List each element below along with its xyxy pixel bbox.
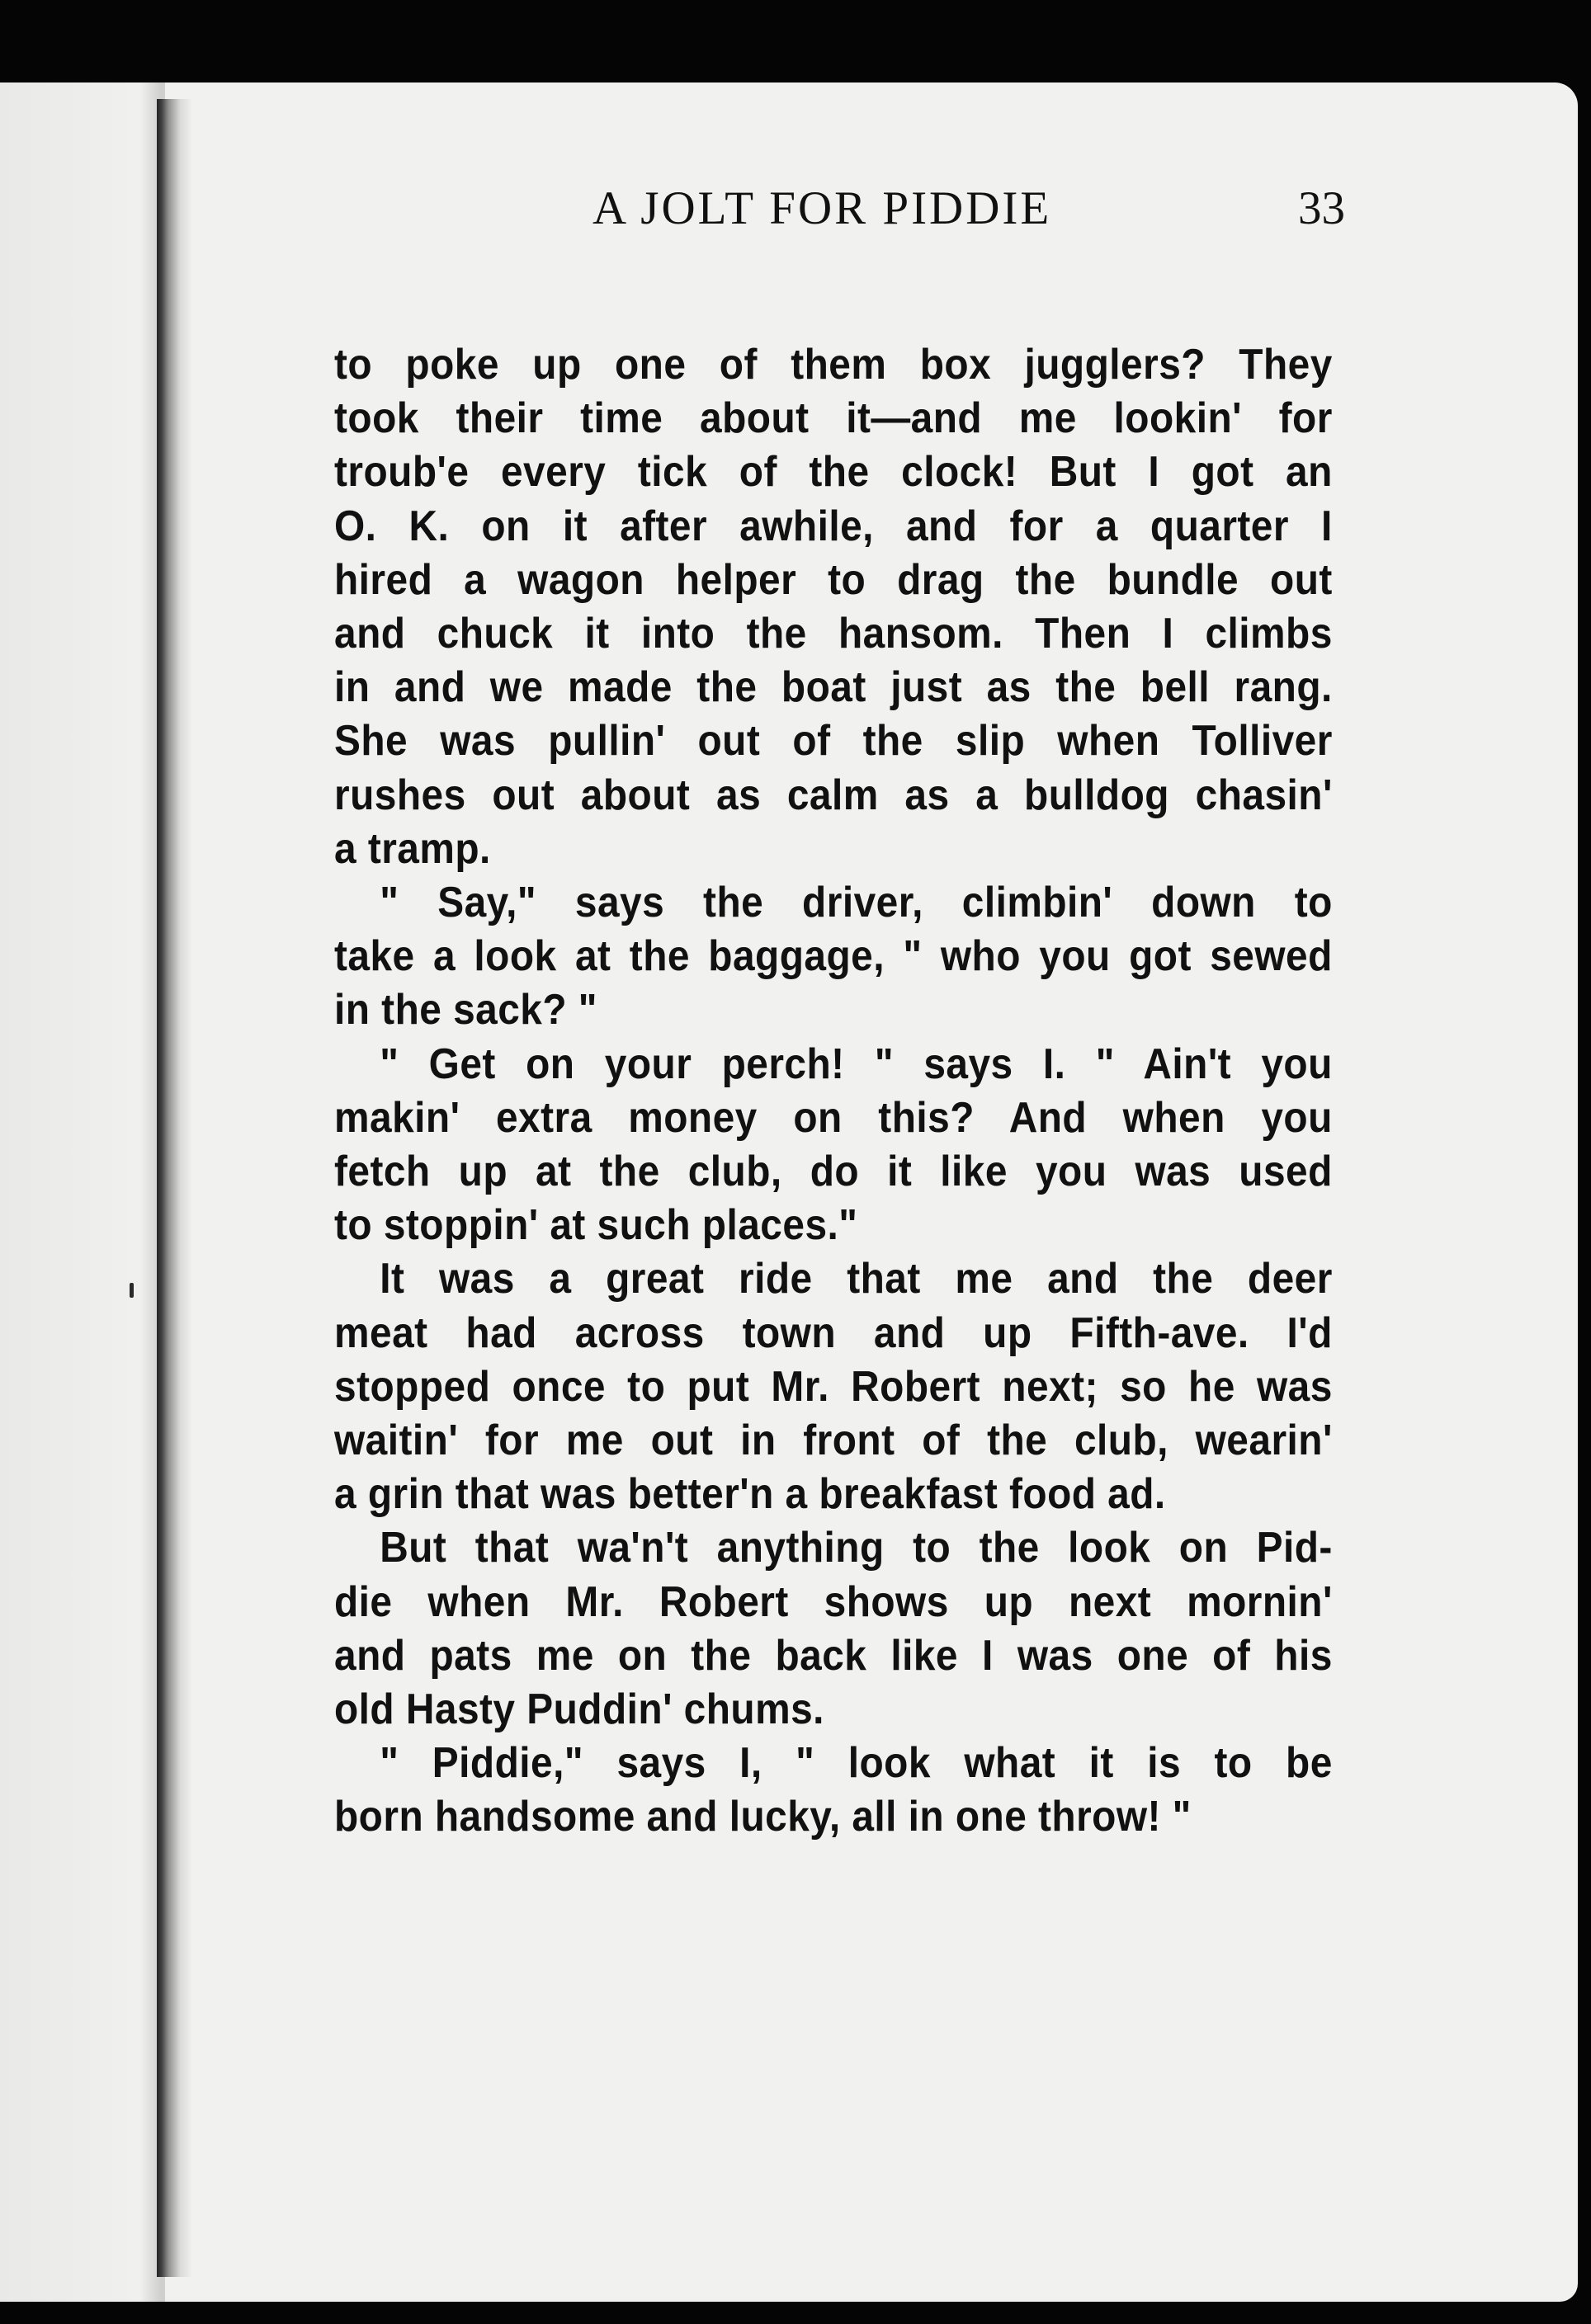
- text-line: and pats me on the back like I was one of his: [334, 1631, 1333, 1680]
- text-line: and chuck it into the hansom. Then I climbs: [334, 610, 1333, 658]
- body-text: [334, 338, 1333, 1845]
- text-line: to poke up one of them box jugglers? They: [334, 341, 1333, 389]
- text-line: old Hasty Puddin' chums.: [334, 1685, 824, 1734]
- text-line: in and we made the boat just as the bell rang.: [334, 663, 1333, 712]
- text-line: " Say," says the driver, climbin' down to: [380, 879, 1333, 927]
- text-line: waitin' for me out in front of the club, wearin': [334, 1417, 1333, 1465]
- text-line: rushes out about as calm as a bulldog chasin': [334, 771, 1333, 819]
- running-title: A JOLT FOR PIDDIE: [592, 182, 1052, 234]
- text-line: She was pullin' out of the slip when Tolliver: [334, 717, 1333, 766]
- text-line: hired a wagon helper to drag the bundle out: [334, 555, 1333, 604]
- text-line: " Piddie," says I, " look what it is to be: [380, 1739, 1333, 1788]
- text-line: took their time about it—and me lookin' for: [334, 394, 1333, 443]
- text-line: to stoppin' at such places.": [334, 1201, 858, 1250]
- text-line: " Get on your perch! " says I. " Ain't you: [380, 1039, 1333, 1088]
- text-line: But that wa'n't anything to the look on Pid-: [380, 1524, 1333, 1572]
- gutter-shadow: [0, 82, 165, 2302]
- text-line: take a look at the baggage, " who you got sewed: [334, 932, 1333, 981]
- text-line: meat had across town and up Fifth-ave. I'd: [334, 1308, 1333, 1357]
- text-line: stopped once to put Mr. Robert next; so he was: [334, 1362, 1333, 1411]
- text-line: makin' extra money on this? And when you: [334, 1093, 1333, 1142]
- page-number: 33: [1298, 182, 1345, 234]
- text-line: a grin that was better'n a breakfast food ad.: [334, 1470, 1166, 1519]
- text-line: in the sack? ": [334, 986, 597, 1035]
- text-line: die when Mr. Robert shows up next mornin': [334, 1577, 1333, 1626]
- text-line: It was a great ride that me and the deer: [380, 1255, 1333, 1303]
- margin-mark: [130, 1283, 134, 1298]
- text-line: troub'e every tick of the clock! But I got an: [334, 448, 1333, 497]
- text-line: born handsome and lucky, all in one throw! ": [334, 1793, 1192, 1841]
- text-line: O. K. on it after awhile, and for a quarter I: [334, 502, 1333, 550]
- text-line: a tramp.: [334, 824, 491, 873]
- book-gutter: [157, 99, 191, 2277]
- running-head: [330, 181, 1345, 280]
- text-line: fetch up at the club, do it like you was used: [334, 1148, 1333, 1196]
